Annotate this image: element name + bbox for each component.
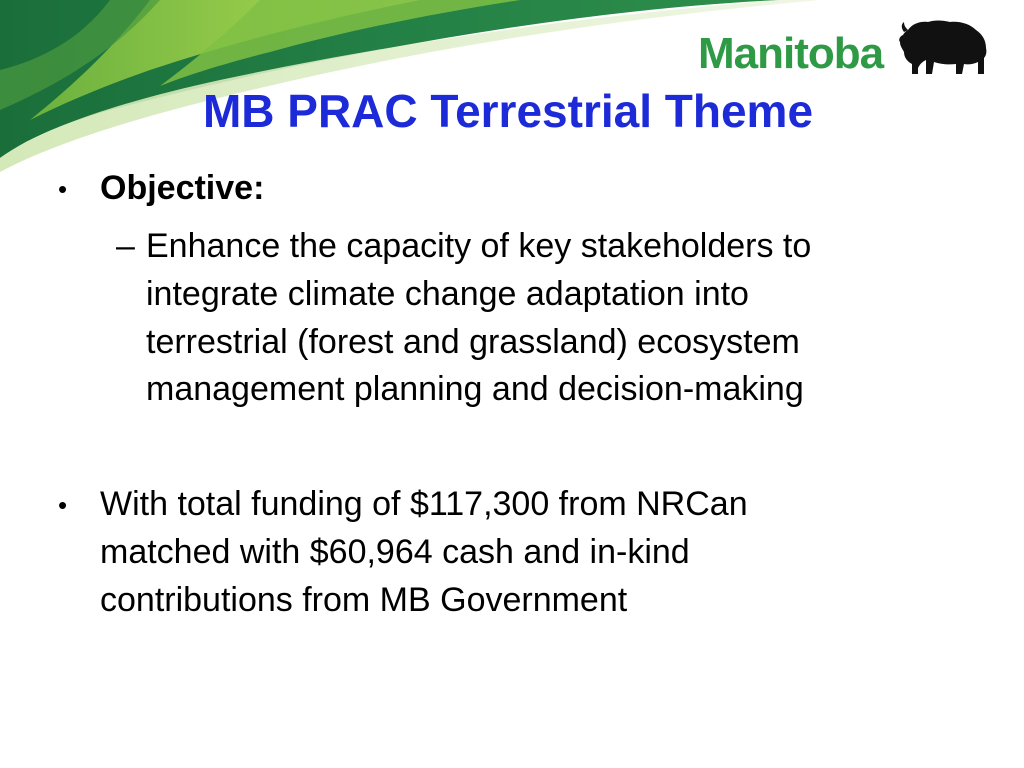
objective-line-4: management planning and decision-making bbox=[146, 370, 804, 408]
objective-line-3: terrestrial (forest and grassland) ecosystem bbox=[146, 323, 800, 361]
sub-bullet-marker: – bbox=[116, 227, 135, 265]
funding-line-1: With total funding of $117,300 from NRCan bbox=[100, 485, 748, 523]
objective-line-2: integrate climate change adaptation into bbox=[146, 275, 749, 313]
slide-title: MB PRAC Terrestrial Theme bbox=[202, 85, 814, 137]
objective-line-1: Enhance the capacity of key stakeholders to bbox=[146, 227, 812, 265]
funding-line-2: matched with $60,964 cash and in-kind bbox=[100, 533, 690, 571]
objective-heading: Objective: bbox=[100, 169, 265, 207]
logo-wordmark: Manitoba bbox=[698, 29, 884, 78]
bullet-marker: • bbox=[58, 174, 68, 204]
funding-line-3: contributions from MB Government bbox=[100, 581, 628, 619]
bullet-marker: • bbox=[58, 490, 68, 520]
